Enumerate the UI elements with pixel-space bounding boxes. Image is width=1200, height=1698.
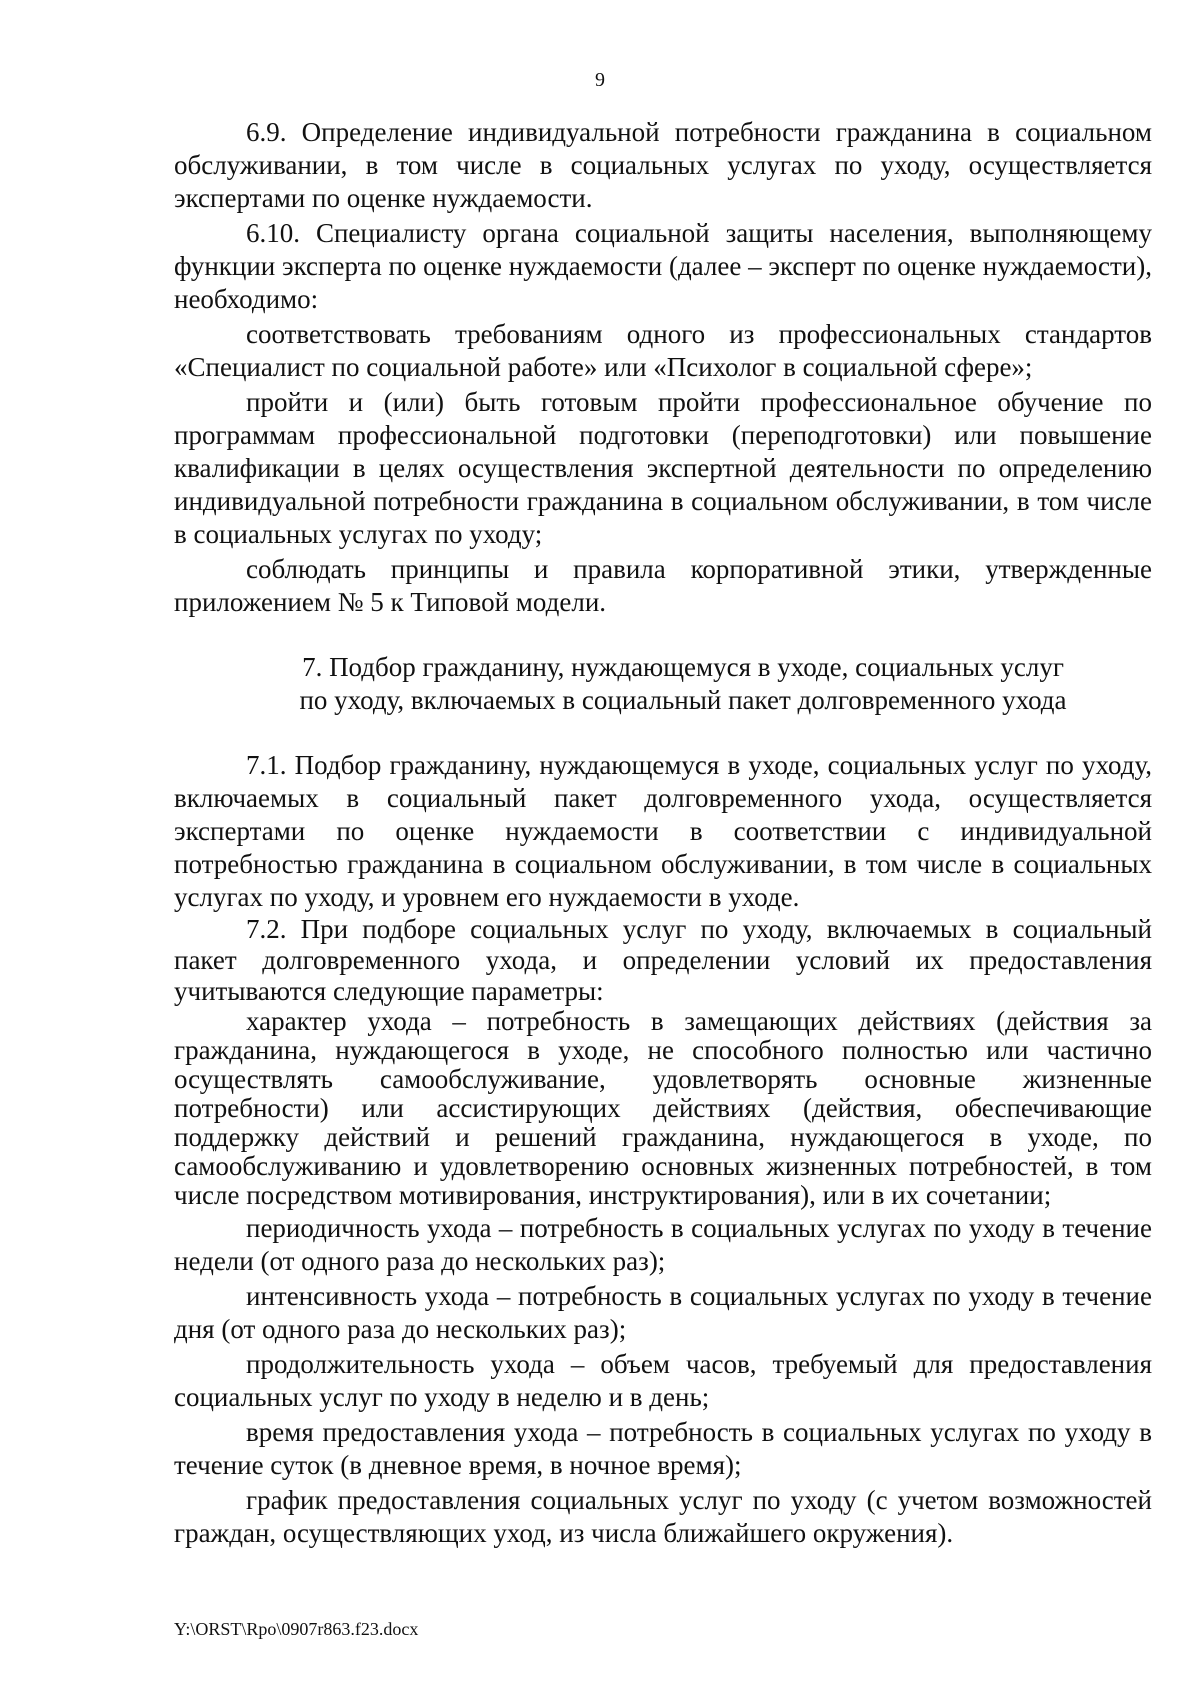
paragraph-care-periodicity: периодичность ухода – потребность в социальных услугах по уходу в течение недели (от одного раза до нескольких раз); (174, 1213, 1152, 1276)
paragraph-care-schedule: график предоставления социальных услуг по уходу (с учетом возможностей граждан, осуществляющих уход, из числа ближайшего окружения). (174, 1485, 1152, 1548)
footer-file-path: Y:\ORST\Rpo\0907r863.f23.docx (174, 1619, 419, 1639)
paragraph-requirement-training: пройти и (или) быть готовым пройти профессиональное обучение по программам профессиональной подготовки (переподготовки) или повышение квалификации в целях осуществления экспертной деятельности по определению индивидуальной потребности гражданина в социальном обслуживании, в том числе в социальных услугах по уходу; (174, 387, 1152, 549)
paragraph-care-character: характер ухода – потребность в замещающих действиях (действия за гражданина, нуждающегося в уходе, не способного полностью или частично осуществлять самообслуживание, удовлетворять основные жизненные потребности) или ассистирующих действиях (действия, обеспечивающие поддержку действий и решений гражданина, нуждающегося в уходе, по самообслуживанию и удовлетворению основных жизненных потребностей, в том числе посредством мотивирования, инструктирования), или в их сочетании; (174, 1006, 1152, 1210)
paragraph-care-time: время предоставления ухода – потребность в социальных услугах по уходу в течение суток (в дневное время, в ночное время); (174, 1417, 1152, 1480)
paragraph-6-10: 6.10. Специалисту органа социальной защиты населения, выполняющему функции эксперта по оценке нуждаемости (далее – эксперт по оценке нуждаемости), необходимо: (174, 218, 1152, 314)
section-heading-line-1: 7. Подбор гражданину, нуждающемуся в уходе, социальных услуг (302, 652, 1064, 682)
section-spacer (174, 717, 1152, 749)
section-heading-line-2: по уходу, включаемых в социальный пакет долговременного ухода (299, 685, 1067, 715)
document-body (174, 116, 1152, 1550)
paragraph-care-duration: продолжительность ухода – объем часов, требуемый для предоставления социальных услуг по уходу в неделю и в день; (174, 1349, 1152, 1412)
paragraph-6-9: 6.9. Определение индивидуальной потребности гражданина в социальном обслуживании, в том числе в социальных услугах по уходу, осуществляется экспертами по оценке нуждаемости. (174, 117, 1152, 213)
page-number: 9 (595, 69, 605, 91)
paragraph-requirement-standards: соответствовать требованиям одного из профессиональных стандартов «Специалист по социальной работе» или «Психолог в социальной сфере»; (174, 319, 1152, 382)
paragraph-care-intensity: интенсивность ухода – потребность в социальных услугах по уходу в течение дня (от одного раза до нескольких раз); (174, 1281, 1152, 1344)
paragraph-7-2: 7.2. При подборе социальных услуг по уходу, включаемых в социальный пакет долговременного ухода, и определении условий их предоставления учитываются следующие параметры: (174, 914, 1152, 1006)
section-spacer (174, 619, 1152, 651)
paragraph-7-1: 7.1. Подбор гражданину, нуждающемуся в уходе, социальных услуг по уходу, включаемых в социальный пакет долговременного ухода, осуществляется экспертами по оценке нуждаемости в соответствии с индивидуальной потребностью гражданина в социальном обслуживании, в том числе в социальных услугах по уходу, и уровнем его нуждаемости в уходе. (174, 750, 1152, 912)
paragraph-requirement-ethics: соблюдать принципы и правила корпоративной этики, утвержденные приложением № 5 к Типовой модели. (174, 554, 1152, 617)
